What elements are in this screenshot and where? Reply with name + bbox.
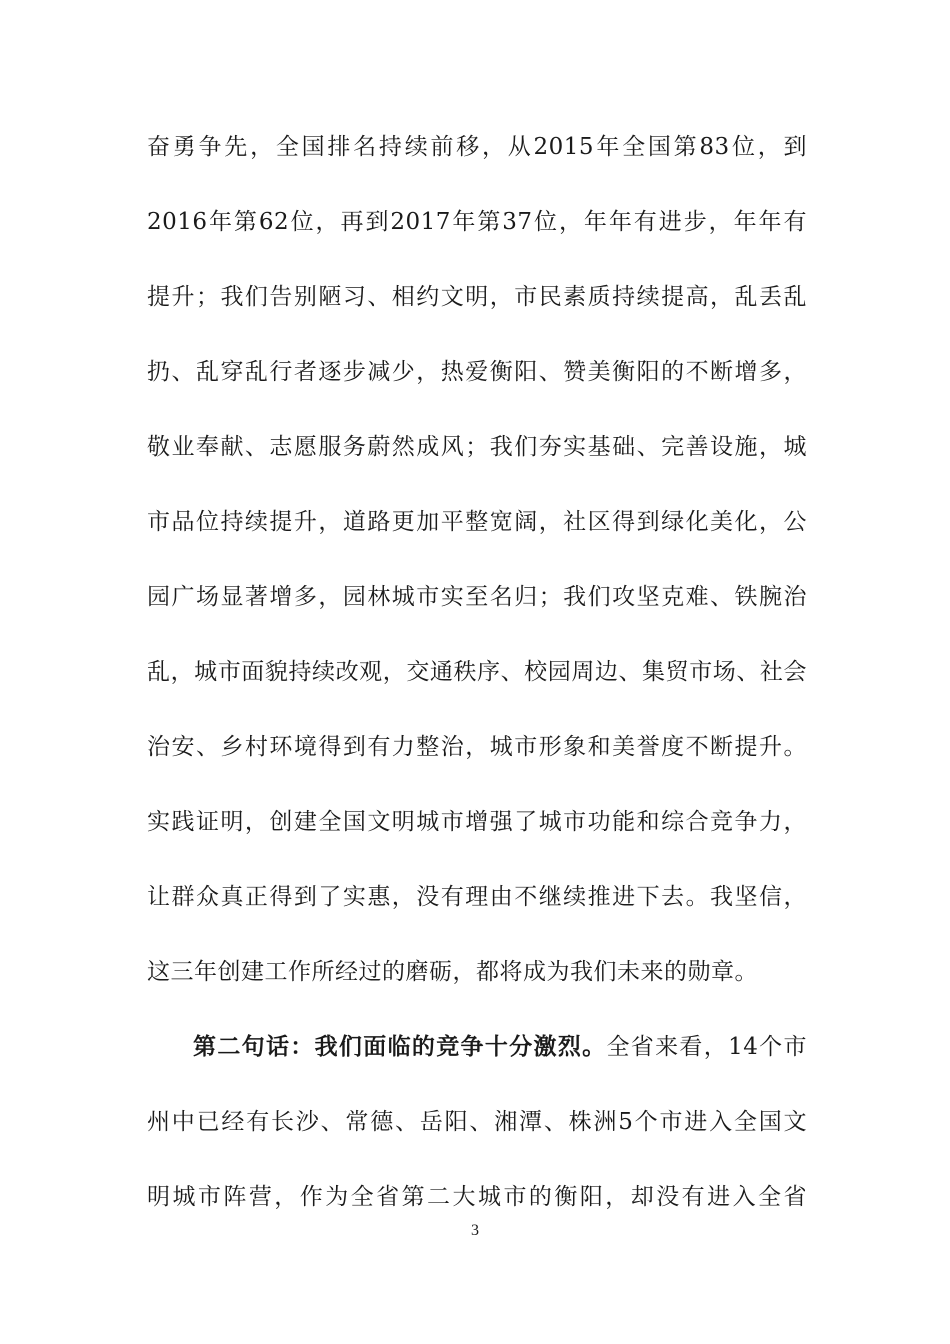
text-line: 提升；我们告别陋习、相约文明，市民素质持续提高，乱丢乱 — [147, 284, 807, 310]
paragraph-heading-line — [147, 1027, 807, 1102]
text-line: 这三年创建工作所经过的磨砺，都将成为我们未来的勋章。 — [147, 959, 758, 985]
text-line: 实践证明，创建全国文明城市增强了城市功能和综合竞争力， — [147, 809, 807, 835]
page-number: 3 — [471, 1222, 479, 1239]
paragraph-heading: 第二句话：我们面临的竞争十分激烈。 — [193, 1033, 607, 1060]
text-line: 奋勇争先，全国排名持续前移，从2015年全国第83位，到 — [147, 134, 807, 160]
text-line: 扔、乱穿乱行者逐步减少，热爱衡阳、赞美衡阳的不断增多， — [147, 359, 807, 385]
text-line: 敬业奉献、志愿服务蔚然成风；我们夯实基础、完善设施，城 — [147, 434, 807, 460]
text-line: 园广场显著增多，园林城市实至名归；我们攻坚克难、铁腕治 — [147, 584, 807, 610]
body-text — [147, 127, 807, 1252]
text-line: 乱，城市面貌持续改观，交通秩序、校园周边、集贸市场、社会 — [147, 659, 807, 685]
text-line: 让群众真正得到了实惠，没有理由不继续推进下去。我坚信， — [147, 884, 807, 910]
text-line: 明城市阵营，作为全省第二大城市的衡阳，却没有进入全省 — [147, 1184, 807, 1210]
paragraph-text: 全省来看，14个市 — [606, 1034, 807, 1060]
text-line: 2016年第62位，再到2017年第37位，年年有进步，年年有 — [147, 209, 807, 235]
text-line: 州中已经有长沙、常德、岳阳、湘潭、株洲5个市进入全国文 — [147, 1109, 807, 1135]
text-line: 市品位持续提升，道路更加平整宽阔，社区得到绿化美化，公 — [147, 509, 807, 535]
text-line: 治安、乡村环境得到有力整治，城市形象和美誉度不断提升。 — [147, 734, 807, 760]
